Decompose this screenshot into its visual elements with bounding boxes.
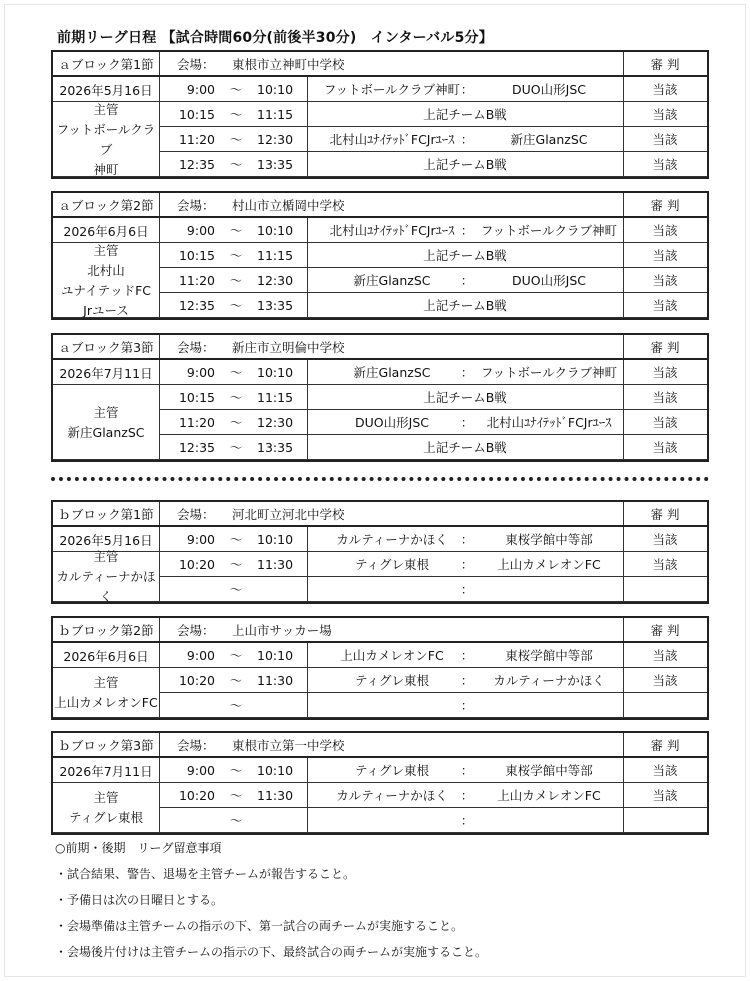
home-team: ティグレ東根 — [354, 763, 429, 778]
notes-section — [55, 835, 487, 965]
table-divider — [623, 410, 624, 434]
end-time: 11:15 — [257, 247, 294, 263]
host-label: 主管 — [93, 790, 119, 805]
end-time: 11:30 — [257, 556, 294, 572]
home-team: DUO山形JSC — [355, 415, 429, 430]
table-divider — [307, 577, 308, 601]
venue-label: 会場： — [177, 737, 215, 753]
end-time — [255, 577, 309, 601]
referee-cell: 当該 — [652, 157, 678, 172]
table-divider — [623, 360, 624, 384]
match-date: 2026年5月16日 — [59, 533, 153, 548]
time-separator: ～ — [229, 415, 243, 430]
start-time: 12:35 — [178, 297, 215, 313]
away-team: 新庄GlanzSC — [510, 132, 588, 147]
referee-header: 審 判 — [650, 339, 680, 355]
table-divider — [159, 152, 160, 176]
referee-cell: 当該 — [652, 763, 678, 778]
start-time — [163, 808, 215, 832]
table-divider — [623, 193, 624, 216]
host-team-name: 北村山 — [87, 262, 125, 278]
referee-cell: 当該 — [652, 248, 678, 263]
referee-cell: 当該 — [652, 415, 678, 430]
home-team: 北村山ﾕﾅｲﾃｯﾄﾞFCJrﾕｰｽ — [329, 132, 455, 147]
table-divider — [307, 293, 308, 317]
host-team-cell — [53, 386, 159, 459]
host-label: 主管 — [93, 675, 119, 690]
away-team: 東桜学館中等部 — [505, 763, 593, 778]
time-separator: ～ — [229, 557, 243, 572]
end-time: 10:10 — [257, 81, 294, 97]
time-separator: ～ — [229, 813, 243, 828]
note-item-4: ・会場後片付けは主管チームの指示の下、最終試合の両チームが実施すること。 — [55, 945, 488, 959]
start-time: 10:20 — [178, 672, 215, 688]
versus-colon: ： — [460, 365, 474, 380]
notes-heading: ○前期・後期 リーグ留意事項 — [55, 841, 222, 855]
referee-cell: 当該 — [652, 788, 678, 803]
end-time: 12:30 — [257, 272, 294, 288]
match-date: 2026年6月6日 — [63, 649, 149, 664]
away-team — [475, 693, 623, 717]
versus-colon: ： — [460, 648, 474, 663]
start-time: 11:20 — [178, 131, 215, 147]
end-time — [255, 693, 309, 717]
end-time: 13:35 — [257, 439, 294, 455]
start-time — [163, 577, 215, 601]
versus-colon: ： — [460, 673, 474, 688]
block-header-row — [53, 52, 707, 77]
table-divider — [623, 733, 624, 756]
table-divider — [307, 668, 308, 692]
end-time: 12:30 — [257, 414, 294, 430]
venue-label: 会場： — [177, 339, 215, 355]
versus-colon: ： — [460, 698, 474, 713]
referee-header: 審 判 — [650, 197, 680, 213]
round-label: ａブロック第3節 — [58, 339, 154, 355]
referee-cell: 当該 — [652, 440, 678, 455]
versus-colon: ： — [460, 532, 474, 547]
table-divider — [623, 783, 624, 807]
end-time: 11:15 — [257, 106, 294, 122]
referee-cell: 当該 — [652, 532, 678, 547]
end-time: 10:10 — [257, 531, 294, 547]
away-team: DUO山形JSC — [512, 273, 586, 288]
schedule-block — [51, 731, 709, 835]
referee-cell: 当該 — [652, 557, 678, 572]
versus-colon: ： — [460, 557, 474, 572]
away-team: 東桜学館中等部 — [505, 532, 593, 547]
referee-cell: 当該 — [652, 132, 678, 147]
away-team: 上山カメレオンFC — [497, 557, 601, 572]
table-divider — [307, 102, 308, 126]
table-divider — [623, 102, 624, 126]
table-divider — [159, 243, 160, 267]
table-divider — [623, 693, 624, 717]
start-time: 10:20 — [178, 787, 215, 803]
host-team-cell — [53, 669, 159, 717]
referee-cell: 当該 — [652, 107, 678, 122]
table-divider — [307, 783, 308, 807]
referee-cell — [623, 693, 707, 717]
time-separator: ～ — [229, 107, 243, 122]
table-divider — [623, 668, 624, 692]
table-divider — [159, 552, 160, 576]
table-divider — [307, 127, 308, 151]
table-divider — [307, 435, 308, 459]
schedule-block — [51, 50, 709, 179]
time-separator: ～ — [229, 248, 243, 263]
block-header-row — [53, 733, 707, 758]
versus-colon: ： — [460, 813, 474, 828]
time-separator: ～ — [229, 157, 243, 172]
end-time: 10:10 — [257, 364, 294, 380]
home-team: 上山カメレオンFC — [340, 648, 444, 663]
page-title: 前期リーグ日程 【試合時間60分(前後半30分) インターバル5分】 — [57, 30, 493, 46]
time-separator: ～ — [229, 788, 243, 803]
table-divider — [623, 502, 624, 525]
venue-name: 村山市立楯岡中学校 — [232, 197, 345, 213]
referee-cell: 当該 — [652, 648, 678, 663]
start-time: 9:00 — [186, 222, 215, 238]
note-item-2: ・予備日は次の日曜日とする。 — [55, 893, 224, 907]
end-time: 10:10 — [257, 647, 294, 663]
away-team: 上山カメレオンFC — [497, 788, 601, 803]
host-team-name: 新庄GlanzSC — [67, 424, 145, 440]
end-time: 11:15 — [257, 389, 294, 405]
table-divider — [159, 783, 160, 807]
host-team-name: ティグレ東根 — [68, 810, 143, 825]
host-team-name: Jrユース — [83, 302, 129, 318]
referee-cell: 当該 — [652, 673, 678, 688]
host-team-name: ユナイテッドFC — [60, 282, 152, 298]
match-description: 上記チームB戦 — [423, 107, 507, 122]
time-separator: ～ — [229, 582, 243, 597]
table-divider — [623, 127, 624, 151]
round-label: ｂブロック第2節 — [58, 622, 154, 638]
table-divider — [159, 193, 160, 216]
table-divider — [623, 268, 624, 292]
table-divider — [623, 335, 624, 358]
host-team-cell — [53, 784, 159, 832]
table-divider — [159, 52, 160, 75]
table-divider — [307, 243, 308, 267]
referee-cell: 当該 — [652, 273, 678, 288]
host-team-name: フットボールクラブ — [56, 121, 156, 157]
time-separator: ～ — [229, 763, 243, 778]
venue-label: 会場： — [177, 197, 215, 213]
table-divider — [307, 808, 308, 832]
match-date: 2026年6月6日 — [63, 224, 149, 239]
table-divider — [159, 527, 160, 551]
versus-colon: ： — [460, 788, 474, 803]
table-divider — [159, 502, 160, 525]
venue-name: 東根市立第一中学校 — [232, 737, 345, 753]
referee-cell: 当該 — [652, 390, 678, 405]
versus-colon: ： — [460, 132, 474, 147]
schedule-block — [51, 500, 709, 604]
away-team: フットボールクラブ神町 — [480, 223, 618, 238]
table-divider — [623, 577, 624, 601]
table-divider — [623, 152, 624, 176]
table-divider — [159, 808, 160, 832]
schedule-block — [51, 333, 709, 462]
match-description: 上記チームB戦 — [423, 440, 507, 455]
match-description: 上記チームB戦 — [423, 157, 507, 172]
home-team: 新庄GlanzSC — [353, 273, 431, 288]
referee-header: 審 判 — [650, 56, 680, 72]
venue-name: 東根市立神町中学校 — [232, 56, 345, 72]
table-divider — [159, 77, 160, 101]
end-time: 11:30 — [257, 787, 294, 803]
start-time: 9:00 — [186, 762, 215, 778]
note-item-1: ・試合結果、警告、退場を主管チームが報告すること。 — [55, 867, 356, 881]
venue-name: 上山市サッカー場 — [232, 622, 332, 638]
home-team — [307, 693, 477, 717]
host-team-cell — [53, 103, 159, 176]
table-divider — [159, 335, 160, 358]
versus-colon: ： — [460, 582, 474, 597]
time-separator: ～ — [229, 390, 243, 405]
note-item-3: ・会場準備は主管チームの指示の下、第一試合の両チームが実施すること。 — [55, 919, 464, 933]
venue-name: 河北町立河北中学校 — [232, 506, 345, 522]
block-header-row — [53, 618, 707, 643]
schedule-block — [51, 616, 709, 720]
table-divider — [159, 435, 160, 459]
venue-name: 新庄市立明倫中学校 — [232, 339, 345, 355]
match-description: 上記チームB戦 — [423, 248, 507, 263]
start-time: 9:00 — [186, 81, 215, 97]
time-separator: ～ — [229, 223, 243, 238]
table-divider — [307, 527, 308, 551]
match-description: 上記チームB戦 — [423, 298, 507, 313]
end-time: 10:10 — [257, 222, 294, 238]
versus-colon: ： — [460, 763, 474, 778]
end-time: 10:10 — [257, 762, 294, 778]
table-divider — [159, 618, 160, 641]
host-team-name: 上山カメレオンFC — [54, 695, 158, 710]
start-time: 10:20 — [178, 556, 215, 572]
table-divider — [623, 758, 624, 782]
table-divider — [307, 268, 308, 292]
time-separator: ～ — [229, 532, 243, 547]
home-team — [307, 577, 477, 601]
host-label: 主管 — [93, 101, 119, 117]
block-header-row — [53, 335, 707, 360]
table-divider — [159, 360, 160, 384]
table-divider — [623, 435, 624, 459]
table-divider — [159, 293, 160, 317]
table-divider — [623, 52, 624, 75]
venue-label: 会場： — [177, 56, 215, 72]
start-time: 10:15 — [178, 389, 215, 405]
table-divider — [159, 758, 160, 782]
host-team-name: カルティーナかほく — [56, 569, 156, 604]
time-separator: ～ — [229, 298, 243, 313]
table-divider — [159, 410, 160, 434]
referee-header: 審 判 — [650, 737, 680, 753]
round-label: ｂブロック第3節 — [58, 737, 154, 753]
start-time: 11:20 — [178, 414, 215, 430]
start-time: 11:20 — [178, 272, 215, 288]
round-label: ａブロック第2節 — [58, 197, 154, 213]
round-label: ｂブロック第1節 — [58, 506, 154, 522]
match-description: 上記チームB戦 — [423, 390, 507, 405]
away-team — [475, 808, 623, 832]
venue-label: 会場： — [177, 622, 215, 638]
versus-colon: ： — [460, 415, 474, 430]
referee-header: 審 判 — [650, 506, 680, 522]
block-header-row — [53, 193, 707, 218]
referee-cell — [623, 577, 707, 601]
versus-colon: ： — [460, 273, 474, 288]
start-time: 12:35 — [178, 156, 215, 172]
versus-colon: ： — [460, 223, 474, 238]
match-date: 2026年5月16日 — [59, 83, 153, 98]
table-divider — [307, 360, 308, 384]
time-separator: ～ — [229, 365, 243, 380]
table-divider — [159, 127, 160, 151]
time-separator: ～ — [229, 648, 243, 663]
table-divider — [623, 218, 624, 242]
time-separator: ～ — [229, 698, 243, 713]
home-team: カルティーナかほく — [336, 532, 448, 547]
block-header-row — [53, 502, 707, 527]
end-time — [255, 808, 309, 832]
away-team — [475, 577, 623, 601]
table-divider — [623, 77, 624, 101]
table-divider — [307, 643, 308, 667]
host-team-cell — [53, 549, 159, 604]
table-divider — [307, 152, 308, 176]
host-team-name: 神町 — [93, 161, 119, 177]
time-separator: ～ — [229, 82, 243, 97]
table-divider — [307, 410, 308, 434]
away-team: フットボールクラブ神町 — [480, 365, 618, 380]
table-divider — [623, 552, 624, 576]
versus-colon: ： — [460, 82, 474, 97]
table-divider — [159, 385, 160, 409]
time-separator: ～ — [229, 440, 243, 455]
referee-cell — [623, 808, 707, 832]
referee-header: 審 判 — [650, 622, 680, 638]
referee-cell: 当該 — [652, 82, 678, 97]
start-time: 9:00 — [186, 647, 215, 663]
time-separator: ～ — [229, 673, 243, 688]
home-team: 新庄GlanzSC — [353, 365, 431, 380]
section-divider — [51, 477, 709, 481]
table-divider — [159, 668, 160, 692]
match-date: 2026年7月11日 — [59, 764, 153, 779]
table-divider — [623, 243, 624, 267]
match-date: 2026年7月11日 — [59, 366, 153, 381]
host-label: 主管 — [93, 404, 119, 420]
start-time — [163, 693, 215, 717]
time-separator: ～ — [229, 132, 243, 147]
table-divider — [307, 693, 308, 717]
table-divider — [307, 552, 308, 576]
start-time: 9:00 — [186, 364, 215, 380]
table-divider — [307, 385, 308, 409]
table-divider — [159, 218, 160, 242]
table-divider — [159, 733, 160, 756]
end-time: 13:35 — [257, 297, 294, 313]
start-time: 12:35 — [178, 439, 215, 455]
table-divider — [307, 758, 308, 782]
away-team: 東桜学館中等部 — [505, 648, 593, 663]
referee-cell: 当該 — [652, 298, 678, 313]
home-team: カルティーナかほく — [336, 788, 448, 803]
table-divider — [307, 77, 308, 101]
referee-cell: 当該 — [652, 223, 678, 238]
table-divider — [159, 693, 160, 717]
table-divider — [623, 385, 624, 409]
host-team-cell — [53, 244, 159, 317]
home-team: ティグレ東根 — [354, 673, 429, 688]
table-divider — [159, 268, 160, 292]
home-team: フットボールクラブ神町 — [323, 82, 461, 97]
table-divider — [623, 527, 624, 551]
host-label: 主管 — [93, 549, 119, 564]
time-separator: ～ — [229, 273, 243, 288]
end-time: 11:30 — [257, 672, 294, 688]
home-team: 北村山ﾕﾅｲﾃｯﾄﾞFCJrﾕｰｽ — [329, 223, 455, 238]
home-team: ティグレ東根 — [354, 557, 429, 572]
away-team: カルティーナかほく — [493, 673, 605, 688]
table-divider — [623, 293, 624, 317]
start-time: 10:15 — [178, 106, 215, 122]
round-label: ａブロック第1節 — [58, 56, 154, 72]
schedule-block — [51, 191, 709, 320]
away-team: 北村山ﾕﾅｲﾃｯﾄﾞFCJrﾕｰｽ — [486, 415, 612, 430]
table-divider — [623, 618, 624, 641]
referee-cell: 当該 — [652, 365, 678, 380]
table-divider — [159, 577, 160, 601]
start-time: 9:00 — [186, 531, 215, 547]
host-label: 主管 — [93, 242, 119, 258]
end-time: 13:35 — [257, 156, 294, 172]
start-time: 10:15 — [178, 247, 215, 263]
venue-label: 会場： — [177, 506, 215, 522]
table-divider — [307, 218, 308, 242]
end-time: 12:30 — [257, 131, 294, 147]
home-team — [307, 808, 477, 832]
table-divider — [159, 643, 160, 667]
away-team: DUO山形JSC — [512, 82, 586, 97]
table-divider — [159, 102, 160, 126]
table-divider — [623, 643, 624, 667]
table-divider — [623, 808, 624, 832]
